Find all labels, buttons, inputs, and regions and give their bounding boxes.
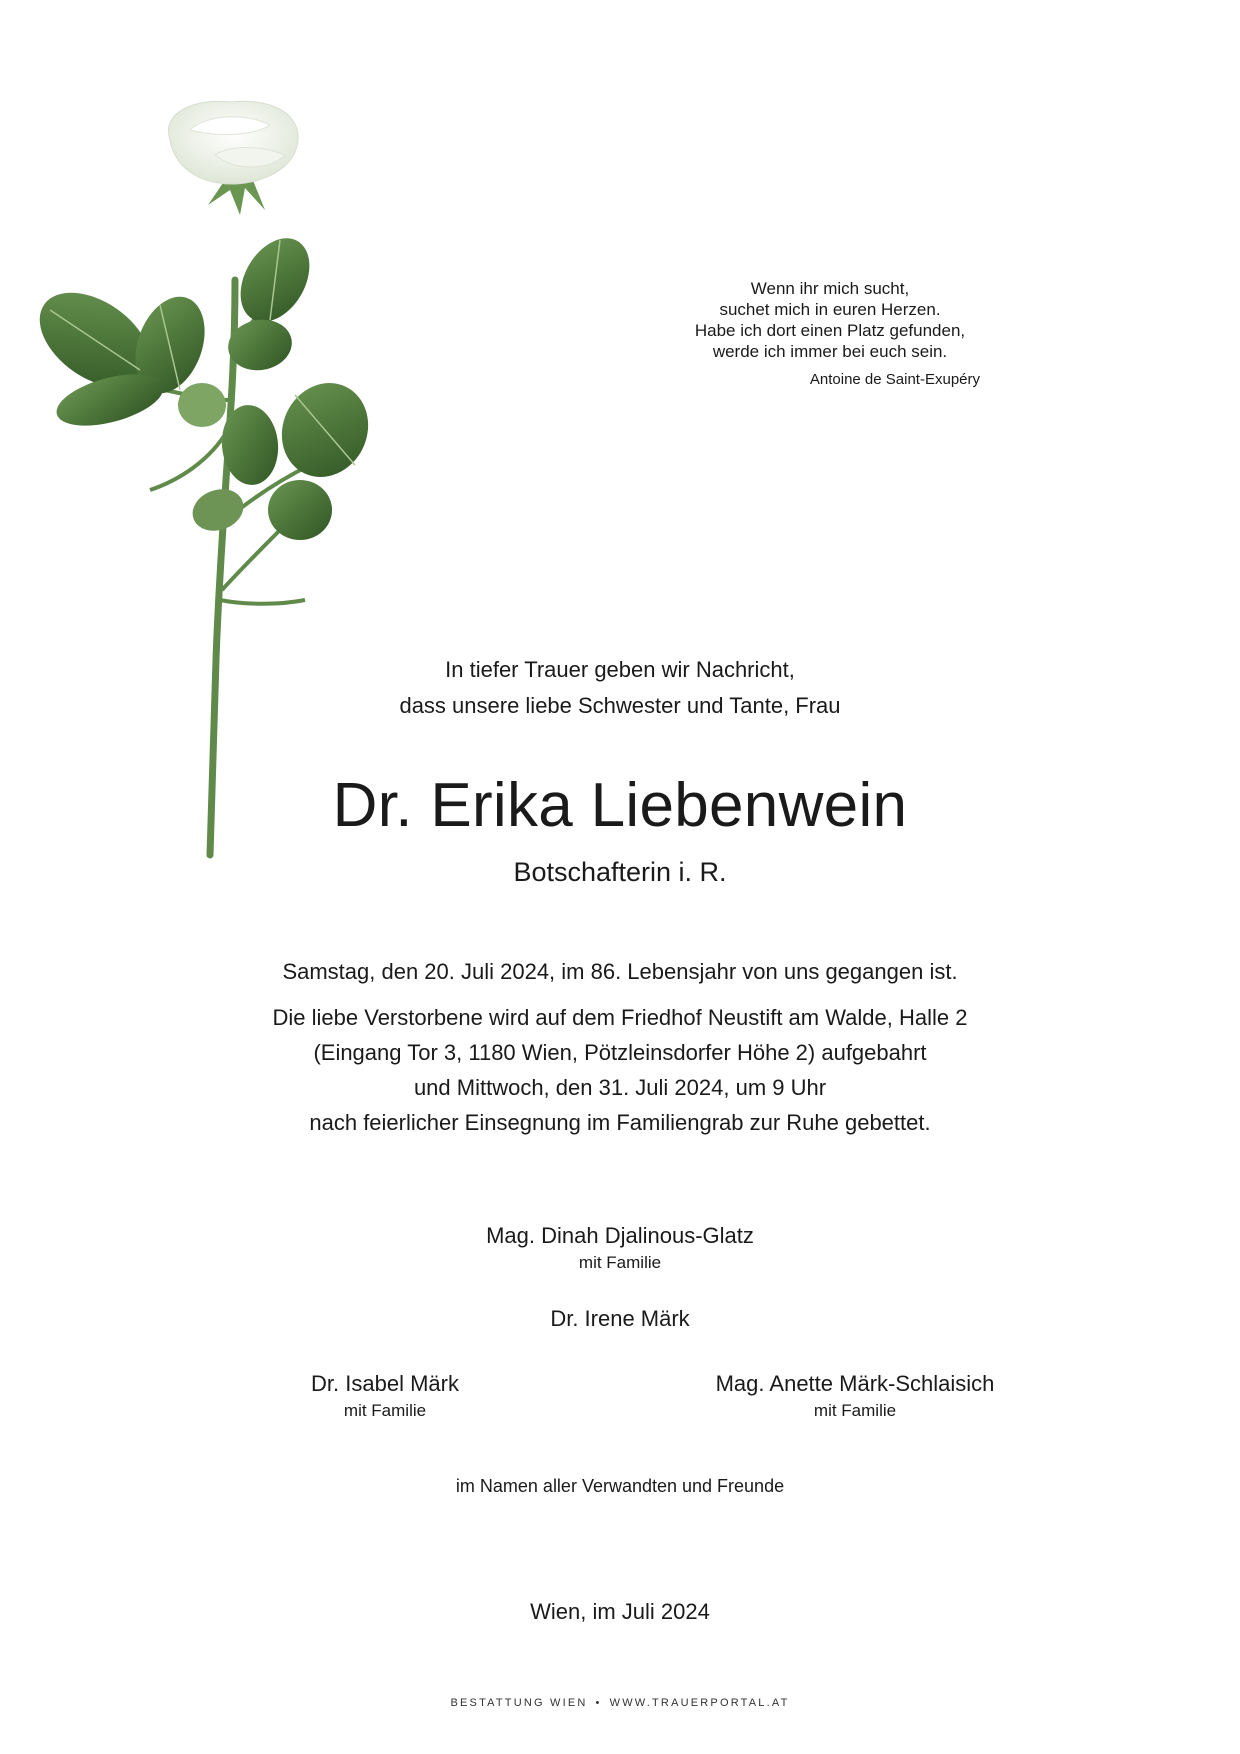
deceased-name: Dr. Erika Liebenwein [332, 771, 908, 840]
quote-author: Antoine de Saint-Exupéry [809, 371, 980, 388]
details-line: (Eingang Tor 3, 1180 Wien, Pötzleinsdorfer Höhe 2) aufgebahrt [313, 1040, 927, 1065]
mourner-family: mit Familie [343, 1401, 427, 1420]
quote-line: Habe ich dort einen Platz gefunden, [694, 321, 966, 340]
closing-text: im Namen aller Verwandten und Freunde [455, 1476, 785, 1496]
footer-separator: • [595, 1697, 602, 1709]
quote-line: Wenn ihr mich sucht, [750, 279, 910, 298]
passing-text: Samstag, den 20. Juli 2024, im 86. Lebensjahr von uns gegangen ist. [282, 959, 958, 984]
quote-block [640, 278, 1020, 362]
place-date: Wien, im Juli 2024 [530, 1599, 710, 1624]
mourner-name: Mag. Anette Märk-Schlaisich [715, 1371, 995, 1396]
details-line: nach feierlicher Einsegnung im Familiengrab zur Ruhe gebettet. [309, 1110, 931, 1135]
footer-website: WWW.TRAUERPORTAL.AT [609, 1697, 790, 1709]
mourner-family: mit Familie [578, 1253, 662, 1272]
quote-line: suchet mich in euren Herzen. [719, 300, 941, 319]
white-rose-icon [30, 100, 410, 860]
footer-brand: BESTATTUNG WIEN [450, 1697, 588, 1709]
mourner-name: Dr. Irene Märk [550, 1306, 690, 1331]
deceased-title: Botschafterin i. R. [513, 857, 727, 887]
intro-line: dass unsere liebe Schwester und Tante, Frau [399, 693, 841, 718]
details-line: Die liebe Verstorbene wird auf dem Friedhof Neustift am Walde, Halle 2 [272, 1005, 968, 1030]
quote-line: werde ich immer bei euch sein. [712, 342, 948, 361]
intro-line: In tiefer Trauer geben wir Nachricht, [445, 657, 795, 682]
mourner-name: Dr. Isabel Märk [311, 1371, 459, 1396]
footer [0, 1695, 1240, 1711]
funeral-details [0, 1000, 1240, 1140]
intro-text [0, 652, 1240, 724]
details-line: und Mittwoch, den 31. Juli 2024, um 9 Uhr [413, 1075, 827, 1100]
mourner-family: mit Familie [813, 1401, 897, 1420]
mourner-name: Mag. Dinah Djalinous-Glatz [486, 1223, 754, 1248]
